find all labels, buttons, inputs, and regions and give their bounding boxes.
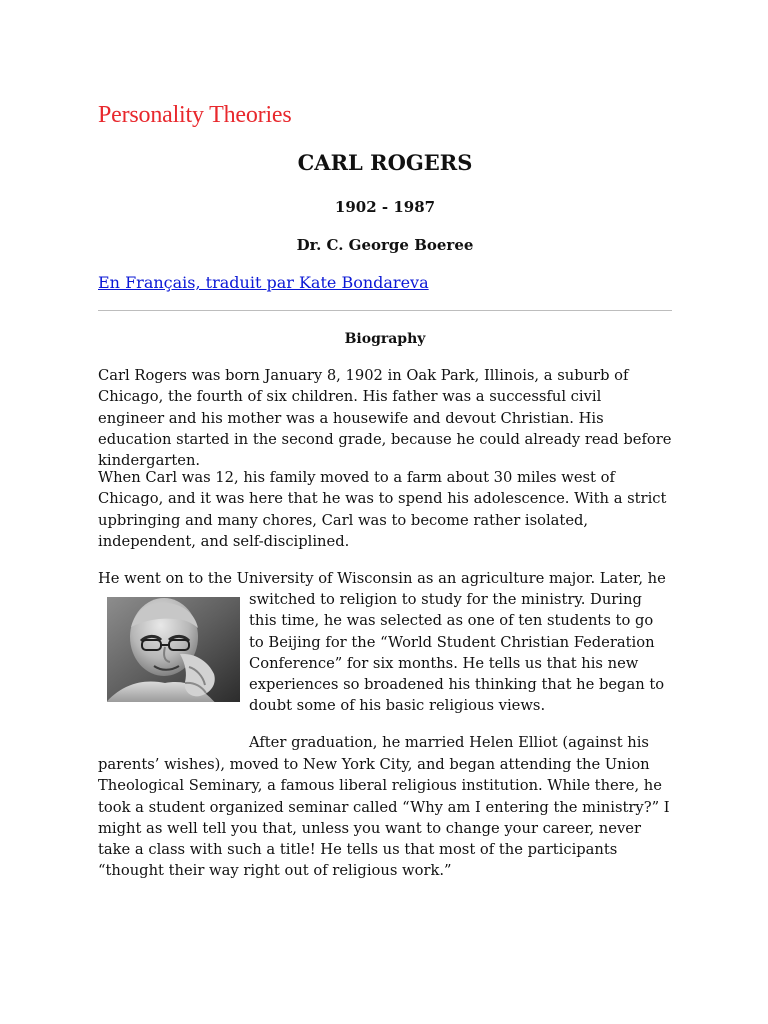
biography-paragraph-university-wrapped: switched to religion to study for the ministry. During this time, he was selected as one of ten students to go to Beijing for the “World Student Christian Federation Conference” for six months. He tells us that his new experiences so broadened his thinking that he began to doubt some of his basic religious views. [249,591,665,715]
carl-rogers-portrait-icon [107,597,240,702]
biography-paragraph-marriage-rest: parents’ wishes), moved to New York City, and began attending the Union Theological Seminary, a famous liberal religious institution. While there, he took a student organized seminar called “Why am I entering the ministry?” I might as well tell you that, unless you want to change your career, never take a class with such a title! He tells us that most of the participants “thought their way right out of religious work.” [98,756,670,880]
biography-paragraph-university-first-line: He went on to the University of Wisconsin as an agriculture major. Later, he [98,570,666,587]
life-dates: 1902 - 1987 [334,198,436,216]
biography-paragraph-birth: Carl Rogers was born January 8, 1902 in Oak Park, Illinois, a suburb of Chicago, the fourth of six children. His father was a successful civil engineer and his mother was a housewife and devout Christian. His education started in the second grade, because he could already read before kindergarten. [98,367,672,470]
biography-heading: Biography [344,331,426,347]
page-title: CARL ROGERS [297,150,473,175]
translation-link[interactable]: En Français, traduit par Kate Bondareva [98,273,429,292]
section-divider [98,310,672,311]
site-brand-title[interactable]: Personality Theories [98,102,292,128]
biography-paragraph-marriage-first-line: After graduation, he married Helen Elliot (against his [249,734,649,751]
author-name: Dr. C. George Boeree [296,236,474,254]
biography-paragraph-adolescence: When Carl was 12, his family moved to a farm about 30 miles west of Chicago, and it was here that he was to spend his adolescence. With a strict upbringing and many chores, Carl was to become rather isolated, independent, and self-disciplined. [98,469,667,550]
